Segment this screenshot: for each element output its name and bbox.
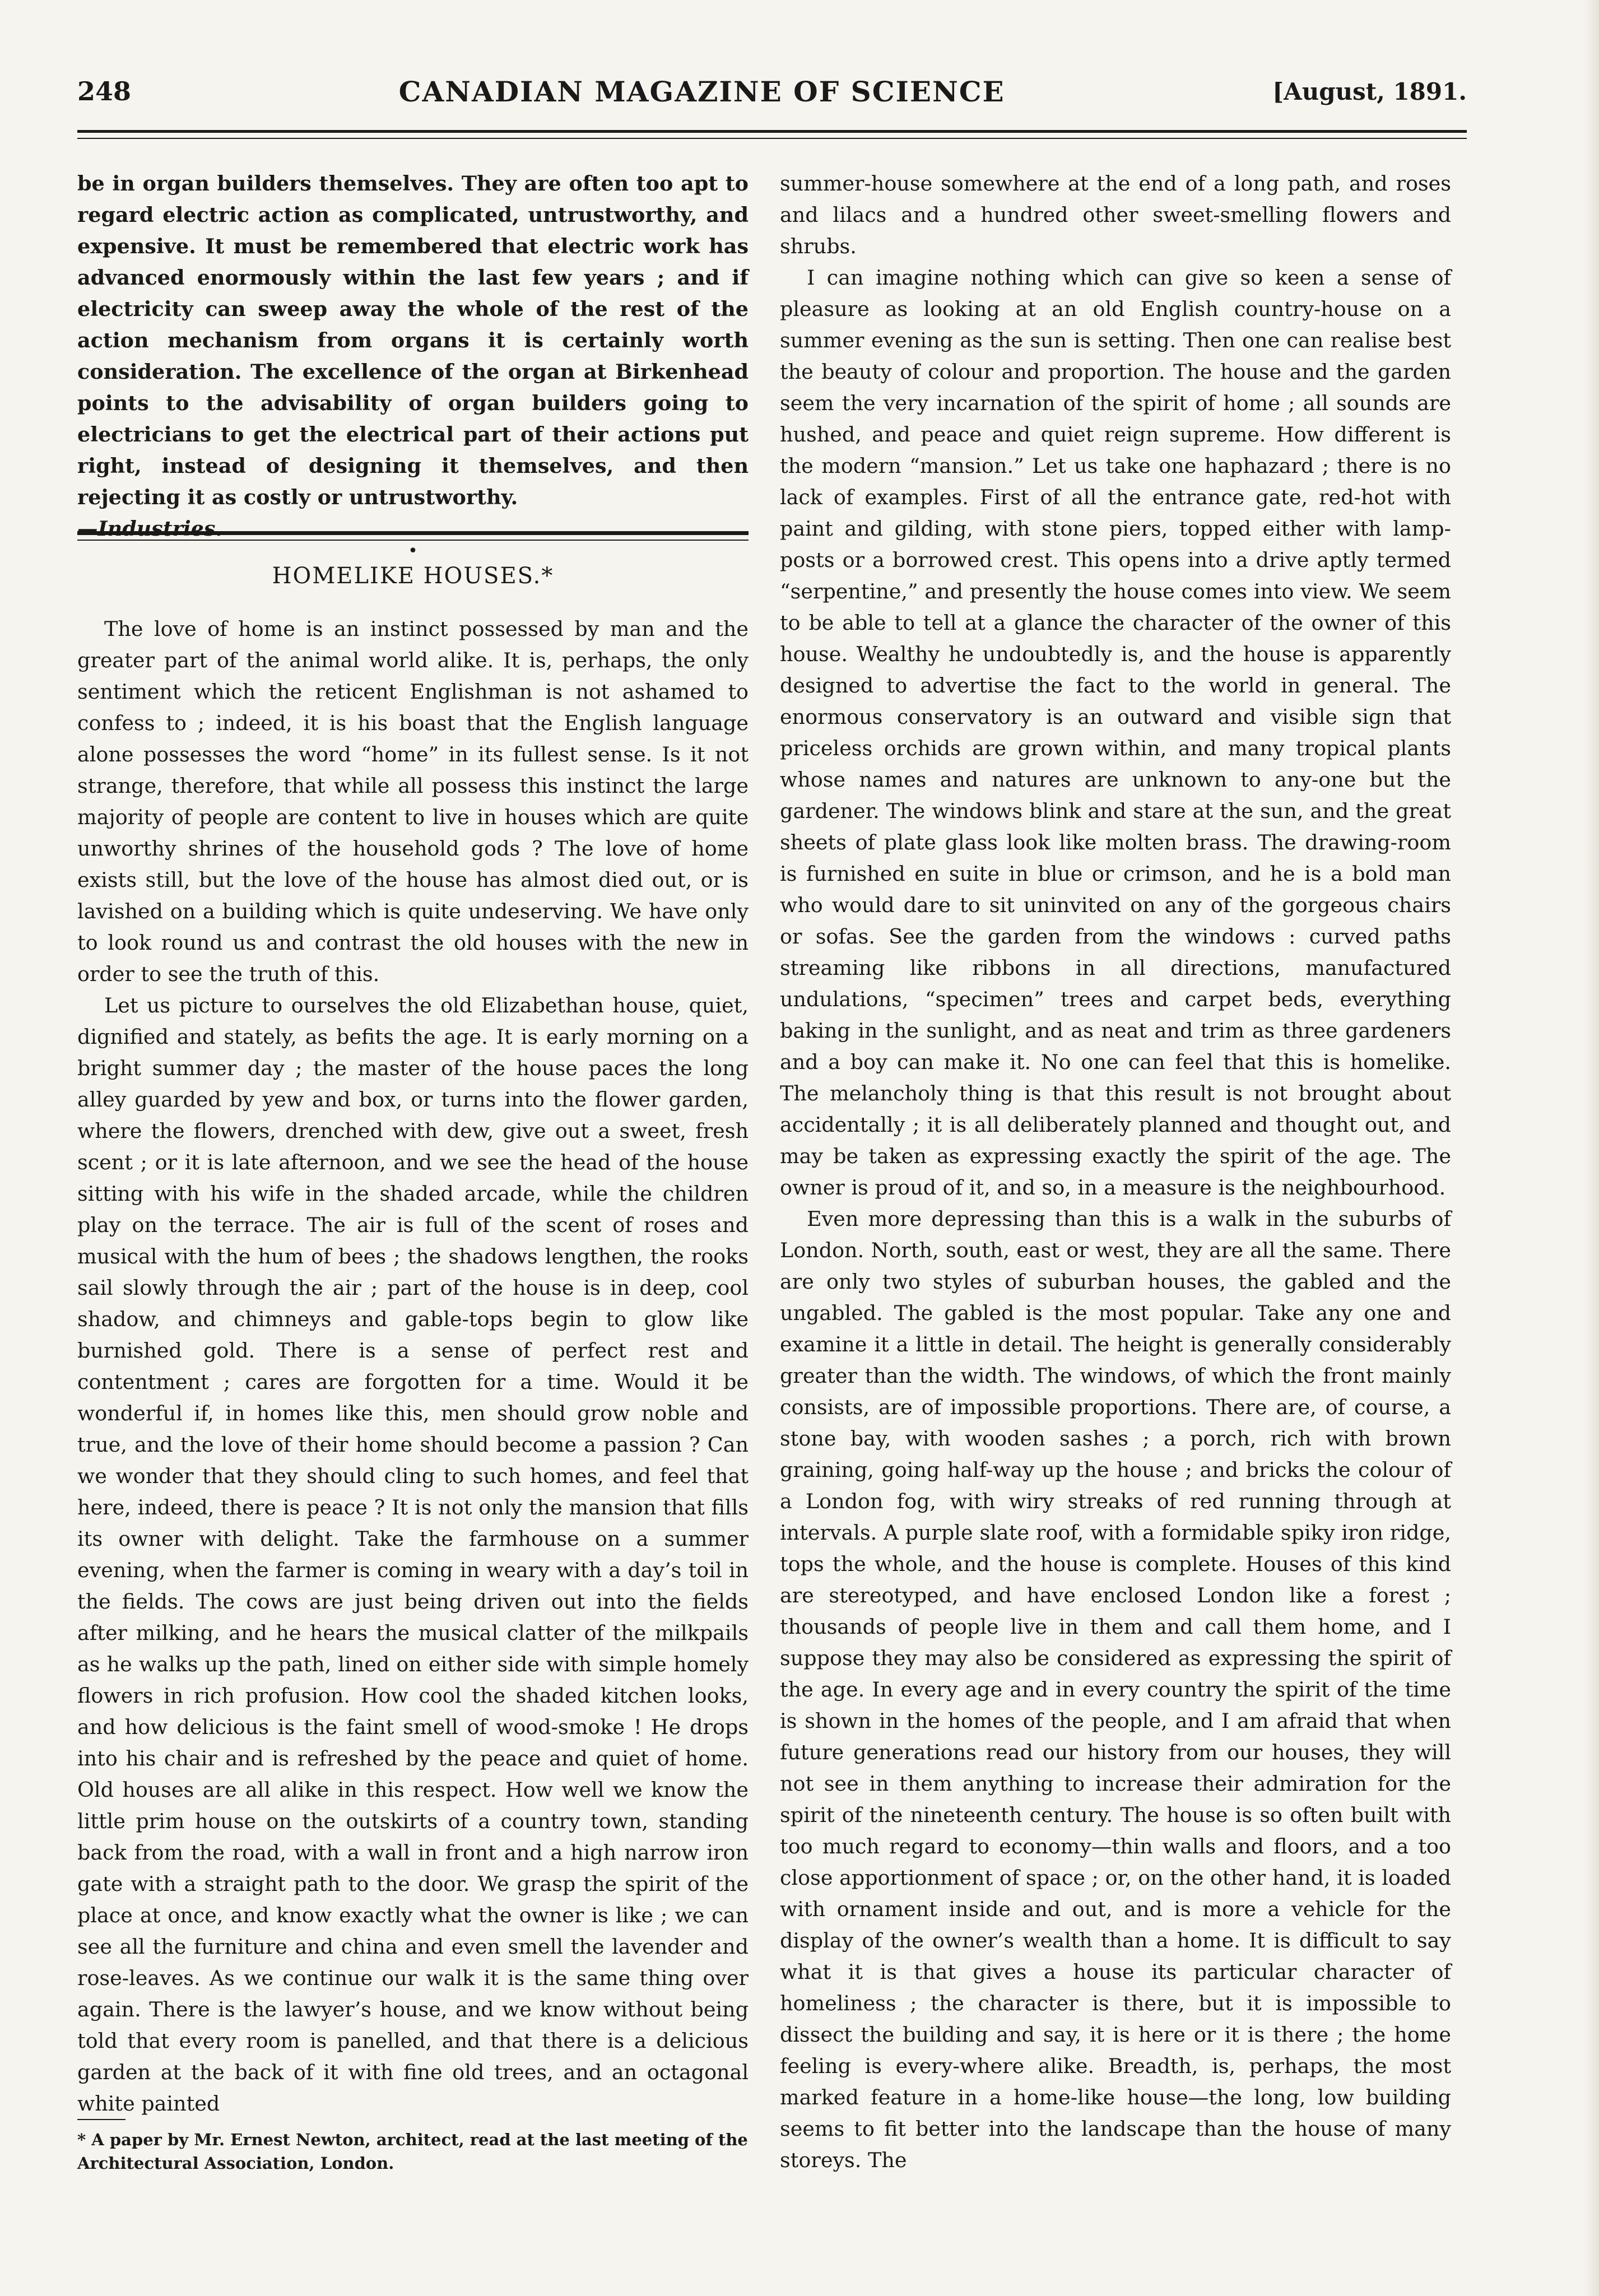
continuation-text: be in organ builders themselves. They are often too apt to regard electric action as complicated, untrustworthy, and expensive. It must be remembered that electric work has advanced enormously within the last few years ; and if electricity can sweep away the whole of the rest of the action mechanism from organs it is certainly worth consideration. The excellence of the organ at Birkenhead points to the advisability of organ builders going to electricians to get the electrical part of their actions put right, instead of designing it themselves, and then rejecting it as costly or untrustworthy. bbox=[77, 171, 749, 509]
separator-rule-thin bbox=[77, 540, 749, 541]
issue-date: [August, 1891. bbox=[1272, 77, 1467, 105]
article-separator bbox=[77, 531, 749, 560]
left-column-body bbox=[77, 613, 749, 2120]
right-column-body bbox=[780, 168, 1451, 2176]
article-title: HOMELIKE HOUSES.* bbox=[272, 563, 554, 589]
paragraph: Even more depressing than this is a walk in the suburbs of London. North, south, east or west, they are all the same. There are only two styles of suburban houses, the gabled and the ungabled. The gabled is the most popular. Take any one and examine it a little in detail. The height is generally considerably greater than the width. The windows, of which the front mainly consists, are of impossible proportions. There are, of course, a stone bay, with wooden sashes ; a porch, rich with brown graining, going half-way up the house ; and bricks the colour of a London fog, with wiry streaks of red running through at intervals. A purple slate roof, with a formidable spiky iron ridge, tops the whole, and the house is complete. Houses of this kind are stereotyped, and have enclosed London like a forest ; thousands of people live in them and call them home, and I suppose they may also be considered as expressing the spirit of the age. In every age and in every country the spirit of the time is shown in the homes of the people, and I am afraid that when future generations read our history from our houses, they will not see in them anything to increase their admiration for the spirit of the nineteenth century. The house is so often built with too much regard to economy—thin walls and floors, and a too close apportionment of space ; or, on the other hand, it is loaded with ornament inside and out, and is more a vehicle for the display of the owner’s wealth than a home. It is difficult to say what it is that gives a house its particular character of homeliness ; the character is there, but it is impossible to dissect the building and say, it is here or it is there ; the home feeling is every-where alike. Breadth, is, perhaps, the most marked feature in a home-like house—the long, low building seems to fit better into the landscape than the house of many storeys. The bbox=[780, 1207, 1451, 2172]
page-number: 248 bbox=[77, 76, 132, 106]
source-credit: —Industries. bbox=[77, 517, 223, 541]
header-rule-thick bbox=[77, 130, 1467, 133]
magazine-title: CANADIAN MAGAZINE OF SCIENCE bbox=[398, 75, 1005, 108]
paragraph: Let us picture to ourselves the old Elizabethan house, quiet, dignified and stately, as befits the age. It is early morning on a bright summer day ; the master of the house paces the long alley guarded by yew and box, or turns into the flower garden, where the flowers, drenched with dew, give out a sweet, fresh scent ; or it is late afternoon, and we see the head of the house sitting with his wife in the shaded arcade, while the children play on the terrace. The air is full of the scent of roses and musical with the hum of bees ; the shadows lengthen, the rooks sail slowly through the air ; part of the house is in deep, cool shadow, and chimneys and gable-tops begin to glow like burnished gold. There is a sense of perfect rest and contentment ; cares are forgotten for a time. Would it be wonderful if, in homes like this, men should grow noble and true, and the love of their home should become a passion ? Can we wonder that they should cling to such homes, and feel that here, indeed, there is peace ? It is not only the mansion that fills its owner with delight. Take the farmhouse on a summer evening, when the farmer is coming in weary with a day’s toil in the fields. The cows are just being driven out into the fields after milking, and he hears the musical clatter of the milkpails as he walks up the path, lined on either side with simple homely flowers in rich profusion. How cool the shaded kitchen looks, and how delicious is the faint smell of wood-smoke ! He drops into his chair and is refreshed by the peace and quiet of home. Old houses are all alike in this respect. How well we know the little prim house on the outskirts of a country town, standing back from the road, with a wall in front and a high narrow iron gate with a straight path to the door. We grasp the spirit of the place at once, and know exactly what the owner is like ; we can see all the furniture and china and even smell the lavender and rose-leaves. As we continue our walk it is the same thing over again. There is the lawyer’s house, and we know without being told that every room is panelled, and that there is a delicious garden at the back of it with fine old trees, and an octagonal white painted bbox=[77, 993, 749, 2116]
paragraph: summer-house somewhere at the end of a long path, and roses and lilacs and a hundred other sweet-smelling flowers and shrubs. bbox=[780, 171, 1451, 258]
header-rule-thin bbox=[77, 138, 1467, 139]
paragraph: The love of home is an instinct possessed by man and the greater part of the animal world alike. It is, perhaps, the only sentiment which the reticent Englishman is not ashamed to confess to ; indeed, it is his boast that the English language alone possesses the word “home” in its fullest sense. Is it not strange, therefore, that while all possess this instinct the large majority of people are content to live in houses which are quite unworthy shrines of the household gods ? The love of home exists still, but the love of the house has almost died out, or is lavished on a building which is quite undeserving. We have only to look round us and contrast the old houses with the new in order to see the truth of this. bbox=[77, 617, 749, 986]
scan-edge bbox=[1583, 0, 1599, 2296]
left-column-continuation bbox=[77, 168, 749, 545]
paragraph: I can imagine nothing which can give so keen a sense of pleasure as looking at an old English country-house on a summer evening as the sun is setting. Then one can realise best the beauty of colour and proportion. The house and the garden seem the very incarnation of the spirit of home ; all sounds are hushed, and peace and quiet reign supreme. How different is the modern “mansion.” Let us take one haphazard ; there is no lack of examples. First of all the entrance gate, red-hot with paint and gilding, with stone piers, topped either with lamp-posts or a borrowed crest. This opens into a drive aptly termed “serpentine,” and presently the house comes into view. We seem to be able to tell at a glance the character of the owner of this house. Wealthy he undoubtedly is, and the house is apparently designed to advertise the fact to the world in general. The enormous conservatory is an outward and visible sign that priceless orchids are grown within, and many tropical plants whose names and natures are unknown to any-one but the gardener. The windows blink and stare at the sun, and the great sheets of plate glass look like molten brass. The drawing-room is furnished en suite in blue or crimson, and he is a bold man who would dare to sit uninvited on any of the gorgeous chairs or sofas. See the garden from the windows : curved paths streaming like ribbons in all directions, manufactured undulations, “specimen” trees and carpet beds, everything baking in the sunlight, and as neat and trim as three gardeners and a boy can make it. No one can feel that this is homelike. The melancholy thing is that this result is not brought about accidentally ; it is all deliberately planned and thought out, and may be taken as expressing exactly the spirit of the age. The owner is proud of it, and so, in a measure is the neighbourhood. bbox=[780, 266, 1451, 1200]
separator-rule-thick bbox=[77, 531, 749, 535]
separator-dot: • bbox=[408, 541, 418, 561]
footnote-rule bbox=[77, 2119, 125, 2120]
footnote: * A paper by Mr. Ernest Newton, architect, read at the last meeting of the Architectural Association, London. bbox=[77, 2130, 748, 2173]
page-header bbox=[77, 66, 1467, 117]
